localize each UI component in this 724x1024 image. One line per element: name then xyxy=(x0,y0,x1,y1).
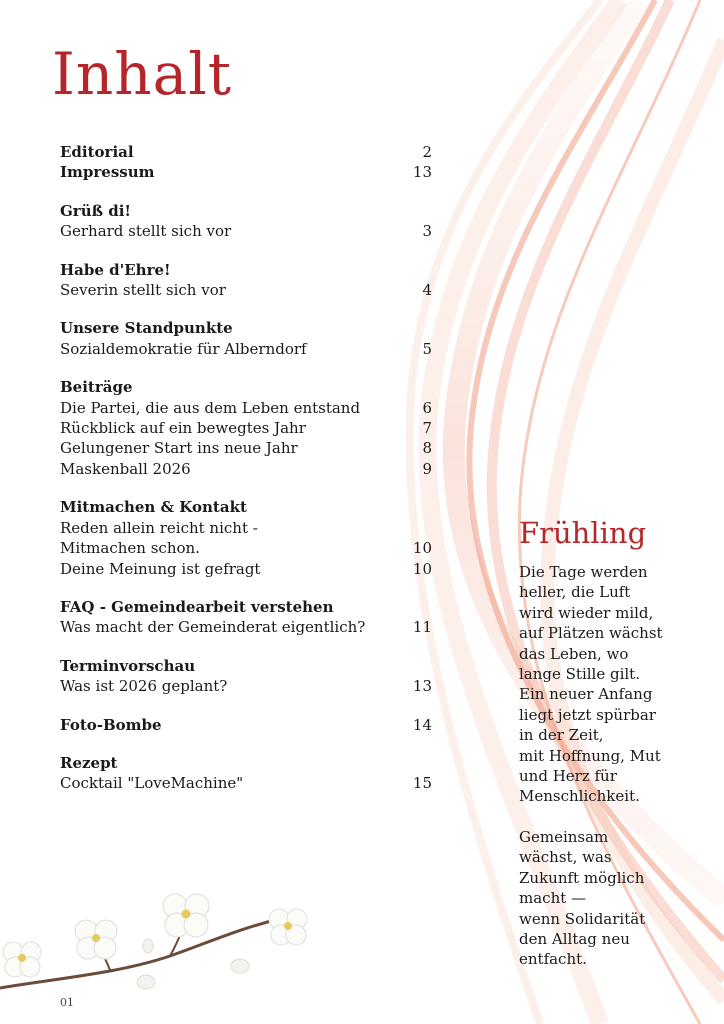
toc-entry-title: Cocktail "LoveMachine" xyxy=(60,774,244,793)
toc-entry xyxy=(60,617,432,637)
toc-entry-title: Die Partei, die aus dem Leben entstand xyxy=(60,398,361,417)
toc-entry xyxy=(60,418,432,438)
toc-heading xyxy=(60,142,432,162)
toc-section xyxy=(60,715,432,735)
toc-entry-title: Rückblick auf ein bewegtes Jahr xyxy=(60,419,306,438)
toc-section xyxy=(60,142,432,183)
flower-3 xyxy=(163,894,209,937)
toc-entry-title: Deine Meinung ist gefragt xyxy=(60,559,261,578)
toc-entry-title: Mitmachen & Kontakt xyxy=(60,498,247,517)
toc-entry xyxy=(60,773,432,793)
toc-entry-title: Gerhard stellt sich vor xyxy=(60,222,232,241)
toc-entry xyxy=(60,538,432,558)
toc-heading xyxy=(60,753,432,773)
poem-heading: Frühling xyxy=(519,516,647,550)
toc-page-number: 8 xyxy=(422,439,432,458)
toc-entry-title: Terminvorschau xyxy=(60,656,196,675)
toc-section xyxy=(60,377,432,479)
toc-entry xyxy=(60,518,432,538)
flower-1 xyxy=(3,942,41,977)
toc-page-number: 5 xyxy=(422,339,432,358)
toc-page-number: 13 xyxy=(412,677,432,696)
toc-entry-title: Was macht der Gemeinderat eigentlich? xyxy=(60,618,366,637)
toc-entry xyxy=(60,559,432,579)
toc-entry-title: Reden allein reicht nicht - xyxy=(60,518,258,537)
toc-heading xyxy=(60,318,432,338)
toc-heading xyxy=(60,656,432,676)
table-of-contents xyxy=(60,142,432,812)
toc-entry xyxy=(60,438,432,458)
toc-section xyxy=(60,497,432,579)
toc-page-number: 15 xyxy=(412,774,432,793)
toc-entry-title: Maskenball 2026 xyxy=(60,459,191,478)
toc-entry-title: Editorial xyxy=(60,143,134,161)
page-title: Inhalt xyxy=(52,40,233,108)
toc-page-number: 7 xyxy=(422,419,432,438)
toc-entry-title: Grüß di! xyxy=(60,201,132,220)
toc-entry-title: Mitmachen schon. xyxy=(60,539,200,558)
toc-page-number: 2 xyxy=(422,143,432,161)
toc-entry-title: Sozialdemokratie für Alberndorf xyxy=(60,339,307,358)
toc-page-number: 10 xyxy=(412,559,432,578)
toc-entry-title: Foto-Bombe xyxy=(60,715,162,734)
toc-entry xyxy=(60,221,432,241)
toc-heading xyxy=(60,497,432,517)
toc-entry-title: Impressum xyxy=(60,163,155,182)
spring-poem-box xyxy=(519,516,669,990)
toc-heading xyxy=(60,597,432,617)
toc-entry xyxy=(60,339,432,359)
toc-page-number: 4 xyxy=(422,281,432,300)
poem-paragraph-1: Die Tage werden heller, die Luft wird wieder mild, auf Plätzen wächst das Leben, wo lange Stille gilt. Ein neuer Anfang liegt jetzt spürbar in der Zeit, mit Hoffnung, Mut und Herz für Menschlichkeit. xyxy=(519,563,663,806)
toc-page-number: 9 xyxy=(422,459,432,478)
toc-heading xyxy=(60,201,432,221)
flower-2 xyxy=(75,920,117,959)
toc-heading xyxy=(60,162,432,182)
toc-entry-title: Severin stellt sich vor xyxy=(60,281,226,300)
toc-page-number: 3 xyxy=(422,222,432,241)
toc-heading xyxy=(60,715,432,735)
toc-section xyxy=(60,656,432,697)
page-number: 01 xyxy=(60,996,74,1009)
toc-page-number: 14 xyxy=(412,715,432,734)
toc-entry xyxy=(60,280,432,300)
toc-page-number: 6 xyxy=(422,398,432,417)
toc-section xyxy=(60,201,432,242)
toc-page-number: 13 xyxy=(412,163,432,182)
toc-section xyxy=(60,753,432,794)
toc-page-number: 11 xyxy=(412,618,432,637)
poem-paragraph-2: Gemeinsam wächst, was Zukunft möglich macht — wenn Solidarität den Alltag neu entfacht. xyxy=(519,827,646,969)
toc-section xyxy=(60,597,432,638)
toc-entry xyxy=(60,398,432,418)
toc-entry xyxy=(60,459,432,479)
toc-page-number: 10 xyxy=(412,539,432,558)
toc-section xyxy=(60,318,432,359)
toc-entry-title: Gelungener Start ins neue Jahr xyxy=(60,439,298,458)
toc-entry-title: Habe d'Ehre! xyxy=(60,260,171,279)
toc-entry-title: Beiträge xyxy=(60,378,133,397)
flower-branch-illustration xyxy=(0,878,330,1008)
toc-section xyxy=(60,260,432,301)
toc-entry-title: Unsere Standpunkte xyxy=(60,319,233,338)
toc-entry-title: Was ist 2026 geplant? xyxy=(60,677,228,696)
toc-entry xyxy=(60,676,432,696)
toc-entry-title: FAQ - Gemeindearbeit verstehen xyxy=(60,597,334,616)
toc-entry-title: Rezept xyxy=(60,753,118,772)
toc-heading xyxy=(60,377,432,397)
toc-heading xyxy=(60,260,432,280)
flower-4 xyxy=(269,909,307,945)
